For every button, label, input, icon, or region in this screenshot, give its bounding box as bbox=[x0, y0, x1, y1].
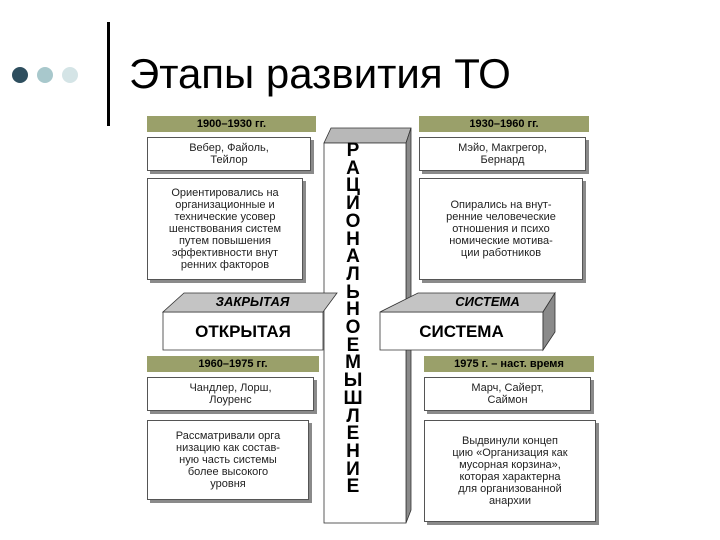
period-bar-bottom-right: 1975 г. – наст. время bbox=[424, 356, 594, 372]
authors-box-bottom-left: Чандлер, Лорш, Лоуренс bbox=[147, 377, 314, 411]
platform-front-left-label: ОТКРЫТАЯ bbox=[195, 321, 291, 341]
pillar-label: Р А Ц И О Н А Л Ь Н О Е М Ы Ш Л Е Н И Е bbox=[343, 140, 363, 498]
platform-front-right-label: СИСТЕМА bbox=[419, 321, 504, 341]
period-bar-top-left: 1900–1930 гг. bbox=[147, 116, 316, 132]
bullet-dot-light bbox=[62, 67, 78, 83]
authors-box-top-left: Вебер, Файоль, Тейлор bbox=[147, 137, 311, 171]
description-box-top-left: Ориентировались на организационные и технические усовер шенствования систем путем повышения эффективности внут ренних факторов bbox=[147, 178, 303, 280]
description-box-bottom-left: Рассматривали орга низацию как состав- ную часть системы более высокого уровня bbox=[147, 420, 309, 500]
bullet-dot-dark bbox=[12, 67, 28, 83]
bullet-dot-medium bbox=[37, 67, 53, 83]
description-box-bottom-right: Выдвинули концеп цию «Организация как мусорная корзина», которая характерна для организованной анархии bbox=[424, 420, 596, 522]
authors-box-bottom-right: Марч, Сайерт, Саймон bbox=[424, 377, 591, 411]
period-bar-top-right: 1930–1960 гг. bbox=[419, 116, 589, 132]
period-bar-bottom-left: 1960–1975 гг. bbox=[147, 356, 319, 372]
platform-back-left-label: ЗАКРЫТАЯ bbox=[215, 293, 290, 309]
description-box-top-right: Опирались на внут- ренние человеческие отношения и психо номические мотива- ции работников bbox=[419, 178, 583, 280]
slide-title: Этапы развития ТО bbox=[129, 50, 511, 97]
authors-box-top-right: Мэйо, Макгрегор, Бернард bbox=[419, 137, 586, 171]
platform-back-right-label: СИСТЕМА bbox=[455, 293, 520, 309]
title-divider bbox=[107, 22, 110, 126]
